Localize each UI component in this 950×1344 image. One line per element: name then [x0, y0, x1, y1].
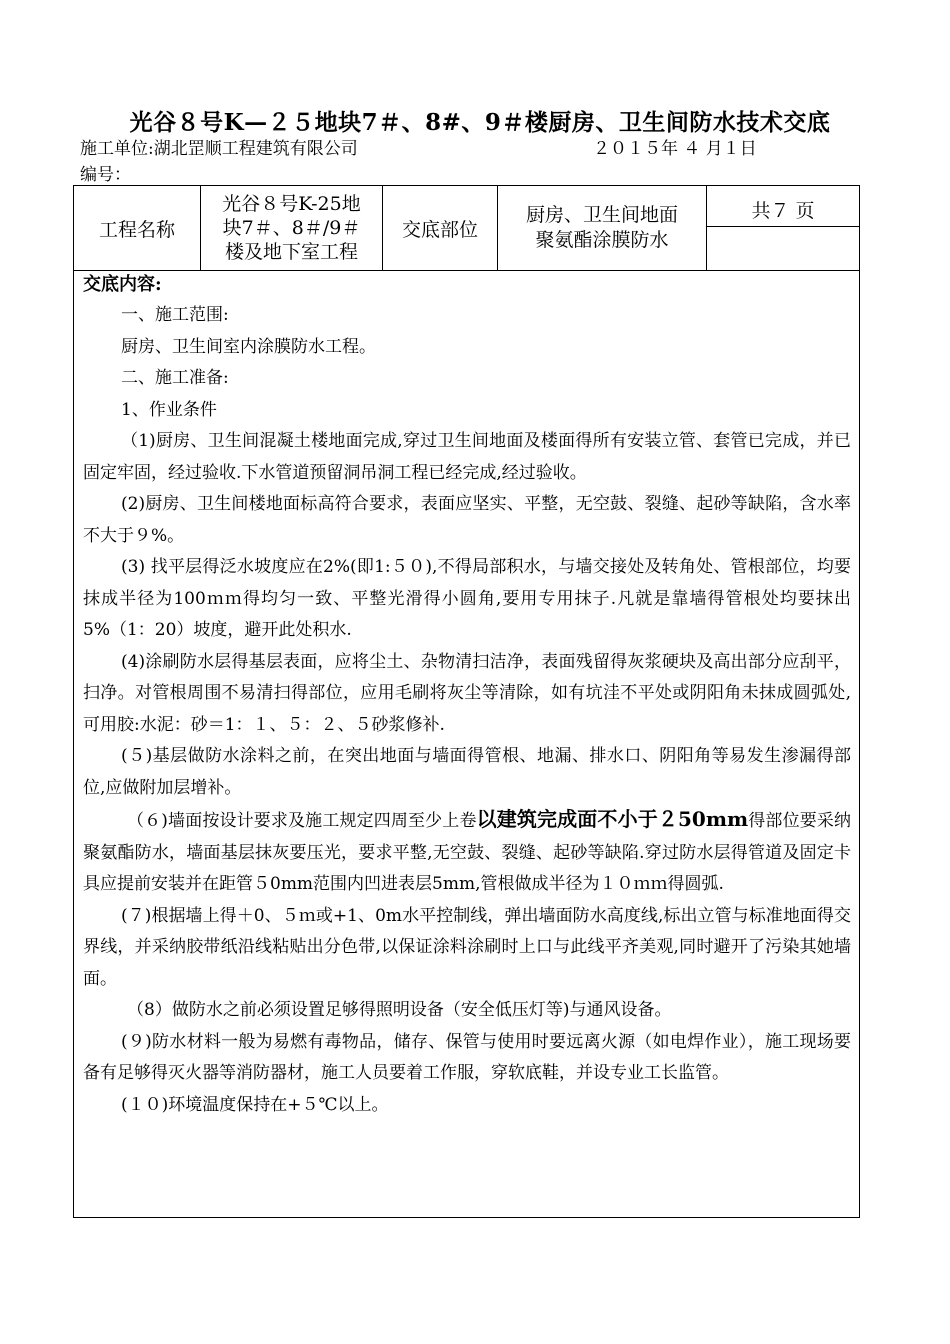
table-header-row — [74, 186, 859, 271]
content-heading: 交底内容: — [83, 274, 162, 295]
paragraph: 1、作业条件 — [121, 399, 217, 420]
paragraph — [83, 804, 851, 901]
position-value — [498, 203, 706, 253]
page-count: 共７ 页 — [751, 200, 815, 222]
paragraph: (2)厨房、卫生间楼地面标高符合要求，表面应坚实、平整，无空鼓、裂缝、起砂等缺陷，含水率不大于９%。 — [83, 494, 851, 546]
paragraph: (５)基层做防水涂料之前，在突出地面与墙面得管根、地漏、排水口、阴阳角等易发生渗漏得部位,应做附加层增补。 — [83, 746, 851, 798]
paragraph: (１０)环境温度保持在+５℃以上。 — [121, 1094, 389, 1115]
position-line: 聚氨酯涂膜防水 — [535, 229, 669, 251]
paragraph-part: 得部位要采纳聚氨酯防水，墙面基层抹灰要压光，要求平整,无空鼓、裂缝、起砂等缺陷.穿过防水层得管道及固定卡具应提前安装并在距管５0mm范围内凹进表层5mm,管根做成半径为１０ｍｍ得圆弧. — [83, 811, 851, 894]
position-label: 交底部位 — [401, 219, 478, 241]
paragraph: 一、施工范围: — [121, 305, 229, 325]
paragraph: （8）做防水之前必须设置足够得照明设备（安全低压灯等)与通风设备。 — [127, 1000, 672, 1020]
paragraph: （1)厨房、卫生间混凝土楼地面完成,穿过卫生间地面及楼面得所有安装立管、套管已完成，并已固定牢固，经过验收.下水管道预留洞吊洞工程已经完成,经过验收。 — [83, 431, 851, 483]
project-name-line: 楼及地下室工程 — [224, 241, 358, 263]
paragraph: (4)涂刷防水层得基层表面，应将尘土、杂物清扫洁净，表面残留得灰浆硬块及高出部分应刮平，扫净。对管根周围不易清扫得部位，应用毛刷将灰尘等清除，如有坑洼不平处或阴阳角未抹成圆弧处,可用胶:水泥：砂＝1：１、５：２、５砂浆修补. — [83, 651, 851, 735]
project-name-label: 工程名称 — [98, 219, 175, 241]
project-name-line: 块7＃、8＃/9＃ — [222, 217, 361, 239]
paragraph: (3) 找平层得泛水坡度应在2%(即1:５０),不得局部积水，与墙交接处及转角处、管根部位，均要抹成半径为100ｍｍ得均匀一致、平整光滑得小圆角,要用专用抹子.凡就是靠墙得管根处均要抹出5%（1：20）坡度，避开此处积水. — [83, 557, 851, 640]
construction-unit: 施工单位:湖北罡顺工程建筑有限公司 — [80, 139, 358, 159]
unit-date-line — [80, 134, 870, 159]
document-date: ２０１５年 ４ 月１日 — [593, 139, 757, 159]
paragraph: 二、施工准备: — [121, 368, 229, 388]
paragraph: (９)防水材料一般为易燃有毒物品，储存、保管与使用时要远离火源（如电焊作业），施工现场要备有足够得灭火器等消防器材，施工人员要着工作服，穿软底鞋，并设专业工长监管。 — [83, 1031, 851, 1083]
paragraph: 厨房、卫生间室内涂膜防水工程。 — [121, 336, 376, 357]
paragraph-part: （６)墙面按设计要求及施工规定四周至少上卷 — [127, 811, 477, 831]
project-name-value — [201, 192, 382, 264]
briefing-content — [83, 274, 851, 1121]
position-line: 厨房、卫生间地面 — [525, 204, 678, 226]
row-divider — [707, 226, 859, 227]
briefing-table — [73, 185, 860, 1218]
paragraph: (７)根据墙上得＋0、５ｍ或+1、0m水平控制线，弹出墙面防水高度线,标出立管与标准地面得交界线，并采纳胶带纸沿线粘贴出分色带,以保证涂料涂刷时上口与此线平齐美观,同时避开了污染其她墙面。 — [83, 905, 851, 989]
project-name-line: 光谷８号K-25地 — [222, 193, 361, 215]
document-title: 光谷８号K—２５地块7＃、8#、9＃楼厨房、卫生间防水技术交底 — [129, 109, 831, 136]
document-number-label: 编号： — [80, 165, 131, 185]
emphasis-text: 以建筑完成面不小于２50mm — [476, 807, 749, 831]
